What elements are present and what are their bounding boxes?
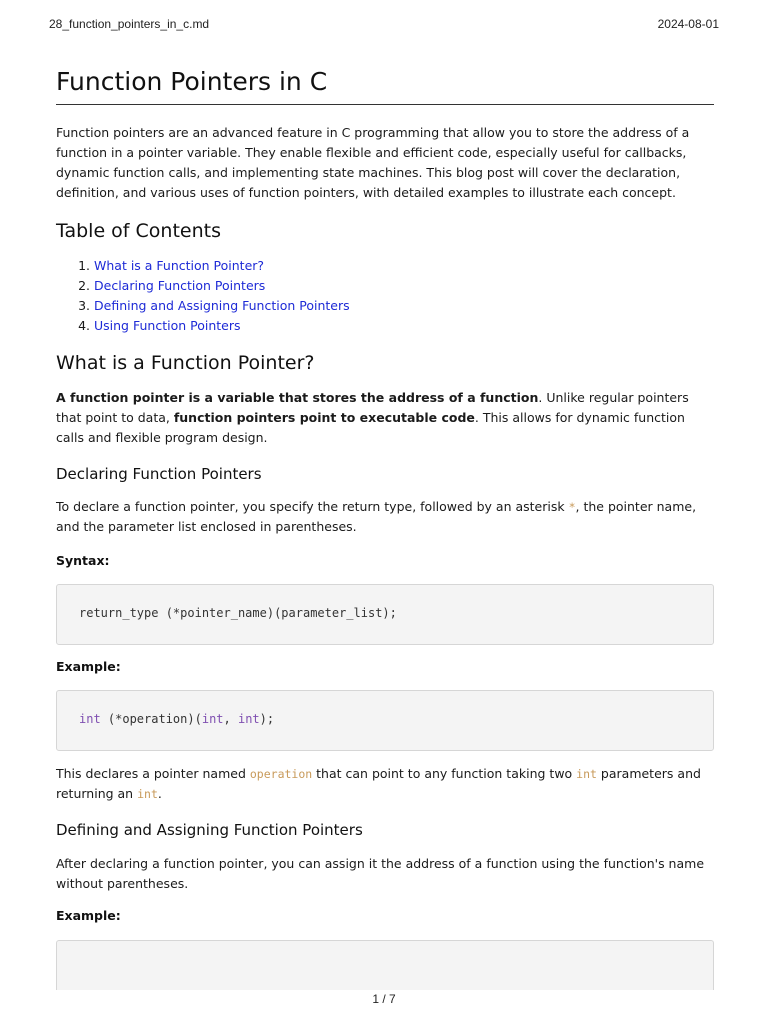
what-is-paragraph: A function pointer is a variable that stores the address of a function. Unlike regular pointers that point to data, function pointers point to executable code. This allows for dynamic function calls and flexible program design. <box>56 390 689 445</box>
document-date: 2024-08-01 <box>657 17 719 31</box>
defining-paragraph: After declaring a function pointer, you can assign it the address of a function using the function's name without parentheses. <box>56 856 705 891</box>
inline-code-int: int <box>576 767 597 781</box>
example-explanation: This declares a pointer named operation that can point to any function taking two int parameters and returning an int. <box>56 766 701 801</box>
example-label: Example: <box>56 659 121 674</box>
toc-item <box>94 316 350 336</box>
toc-link-defining[interactable]: Defining and Assigning Function Pointers <box>94 298 350 313</box>
code-line: int (*operation)(int, int); <box>79 712 275 726</box>
example-code-block <box>56 690 714 751</box>
section-heading-what-is: What is a Function Pointer? <box>56 352 315 374</box>
inline-code-asterisk: * <box>568 500 576 514</box>
declaring-paragraph: To declare a function pointer, you specify the return type, followed by an asterisk *, the pointer name, and the parameter list enclosed in parentheses. <box>56 499 697 534</box>
toc-link-using[interactable]: Using Function Pointers <box>94 318 241 333</box>
file-name: 28_function_pointers_in_c.md <box>49 17 210 31</box>
syntax-label: Syntax: <box>56 553 110 568</box>
bold-executable-code: function pointers point to executable code <box>173 410 475 425</box>
example-label: Example: <box>56 908 121 923</box>
table-of-contents <box>56 256 350 336</box>
page-title: Function Pointers in C <box>56 64 714 105</box>
toc-heading: Table of Contents <box>56 220 221 242</box>
page-number: 1 / 7 <box>372 992 396 1006</box>
inline-code-int: int <box>137 787 158 801</box>
code-line: return_type (*pointer_name)(parameter_list); <box>79 606 397 620</box>
section-heading-declaring: Declaring Function Pointers <box>56 465 262 483</box>
intro-paragraph: Function pointers are an advanced feature in C programming that allow you to store the address of a function in a pointer variable. They enable flexible and efficient code, especially useful for callbacks, dynamic function calls, and implementing state machines. This blog post will cover the declaration, definition, and various uses of function pointers, with detailed examples to illustrate each concept. <box>56 125 690 200</box>
inline-code-operation: operation <box>249 767 313 781</box>
toc-item <box>94 296 350 316</box>
toc-link-what-is[interactable]: What is a Function Pointer? <box>94 258 265 273</box>
section-heading-defining: Defining and Assigning Function Pointers <box>56 821 363 839</box>
toc-item <box>94 256 350 276</box>
toc-link-declaring[interactable]: Declaring Function Pointers <box>94 278 266 293</box>
syntax-code-block <box>56 584 714 645</box>
bold-definition: A function pointer is a variable that stores the address of a function <box>56 390 539 405</box>
toc-item <box>94 276 350 296</box>
